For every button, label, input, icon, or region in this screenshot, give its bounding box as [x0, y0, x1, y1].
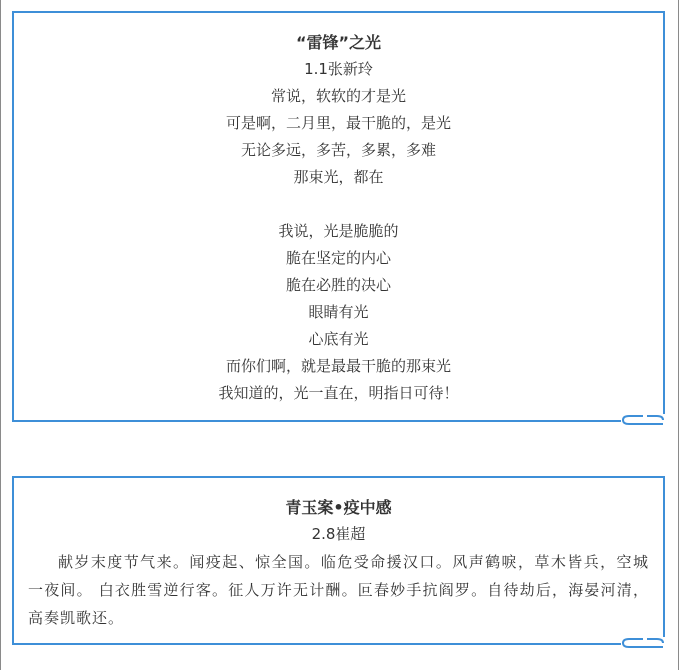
- page-left-rule: [0, 0, 1, 670]
- poem-line: 我知道的，光一直在，明指日可待！: [218, 384, 459, 402]
- poem-line: 脆在必胜的决心: [285, 276, 391, 294]
- poem-line: 无论多远，多苦，多累，多难: [240, 141, 436, 159]
- poem-card-qingyuan: [12, 476, 665, 645]
- poem-card-leifeng: [12, 11, 665, 422]
- poem-line: 可是啊，二月里，最干脆的，是光: [225, 114, 451, 132]
- poem-line: 常说，软软的才是光: [270, 87, 406, 105]
- corner-clip-ornament: [621, 414, 665, 426]
- poem-line: 那束光，都在: [293, 168, 384, 186]
- poem-line: 脆在坚定的内心: [285, 249, 391, 267]
- poem-title: 青玉案•疫中感: [285, 498, 392, 517]
- poem-line: 而你们啊，就是最最干脆的那束光: [225, 357, 451, 375]
- corner-clip-ornament: [621, 637, 665, 649]
- poem-line: 心底有光: [308, 330, 369, 348]
- poem-author: 2.8崔超: [311, 525, 366, 543]
- poem-body: 献岁末度节气来。闻疫起、惊全国。临危受命援汉口。风声鹤唳，草木皆兵，空城一夜间。 白衣胜雪逆行客。征人万许无计酬。叵春妙手抗阎罗。自待劫后，海晏河清，高奏凯歌还。: [28, 553, 649, 627]
- poem-line: 眼睛有光: [308, 303, 369, 321]
- poem-line: 我说，光是脆脆的: [278, 222, 399, 240]
- stanza-gap: [14, 191, 663, 218]
- poem-author: 1.1张新玲: [304, 60, 373, 78]
- poem-title: “雷锋”之光: [295, 33, 382, 52]
